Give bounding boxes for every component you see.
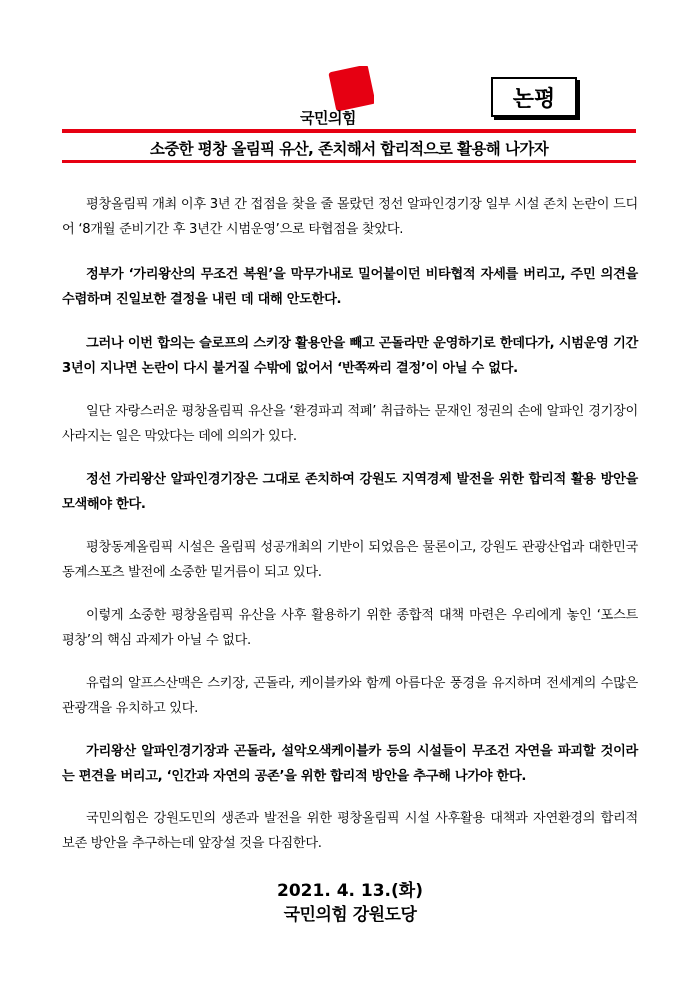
paragraph-6: 평창동계올림픽 시설은 올림픽 성공개최의 기반이 되었음은 물론이고, 강원도 관광산업과 대한민국 동계스포츠 발전에 소중한 밑거름이 되고 있다. [62,540,638,580]
headline-bottom-rule [62,160,636,163]
paragraph-3: 그러나 이번 합의는 슬로프의 스키장 활용안을 빼고 곤돌라만 운영하기로 한데다가, 시범운영 기간 3년이 지나면 논란이 다시 불거질 수밖에 없어서 ‘반쪽짜리 결정’이 아닐 수 없다. [62,336,638,376]
headline-top-rule [62,129,636,133]
party-name: 국민의힘 [300,109,356,127]
document-type-badge: 논평 [491,77,577,117]
paragraph-4: 일단 자랑스러운 평창올림픽 유산을 ‘환경파괴 적폐’ 취급하는 문재인 정권의 손에 알파인 경기장이 사라지는 일은 막았다는 데에 의의가 있다. [62,404,638,444]
headline: 소중한 평창 올림픽 유산, 존치해서 합리적으로 활용해 나가자 [149,140,549,158]
release-date: 2021. 4. 13.(화) [277,881,423,901]
paragraph-10: 국민의힘은 강원도민의 생존과 발전을 위한 평창올림픽 시설 사후활용 대책과 자연환경의 합리적 보존 방안을 추구하는데 앞장설 것을 다짐한다. [62,811,638,851]
paragraph-5: 정선 가리왕산 알파인경기장은 그대로 존치하여 강원도 지역경제 발전을 위한 합리적 활용 방안을 모색해야 한다. [62,472,638,512]
signature: 국민의힘 강원도당 [283,905,417,925]
paragraph-2: 정부가 ‘가리왕산의 무조건 복원’을 막무가내로 밀어붙이던 비타협적 자세를 버리고, 주민 의견을 수렴하며 진일보한 결정을 내린 데 대해 안도한다. [62,267,638,307]
paragraph-1: 평창올림픽 개최 이후 3년 간 접점을 찾을 줄 몰랐던 정선 알파인경기장 일부 시설 존치 논란이 드디어 ‘8개월 준비기간 후 3년간 시범운영’으로 타협점을 찾았다. [62,197,638,237]
paragraph-9: 가리왕산 알파인경기장과 곤돌라, 설악오색케이블카 등의 시설들이 무조건 자연을 파괴할 것이라는 편견을 버리고, ‘인간과 자연의 공존’을 위한 합리적 방안을 추구해 나가야 한다. [62,744,638,784]
paragraph-7: 이렇게 소중한 평창올림픽 유산을 사후 활용하기 위한 종합적 대책 마련은 우리에게 놓인 ‘포스트 평창’의 핵심 과제가 아닐 수 없다. [62,608,638,648]
paragraph-8: 유럽의 알프스산맥은 스키장, 곤돌라, 케이블카와 함께 아름다운 풍경을 유지하며 전세계의 수많은 관광객을 유치하고 있다. [62,676,638,716]
